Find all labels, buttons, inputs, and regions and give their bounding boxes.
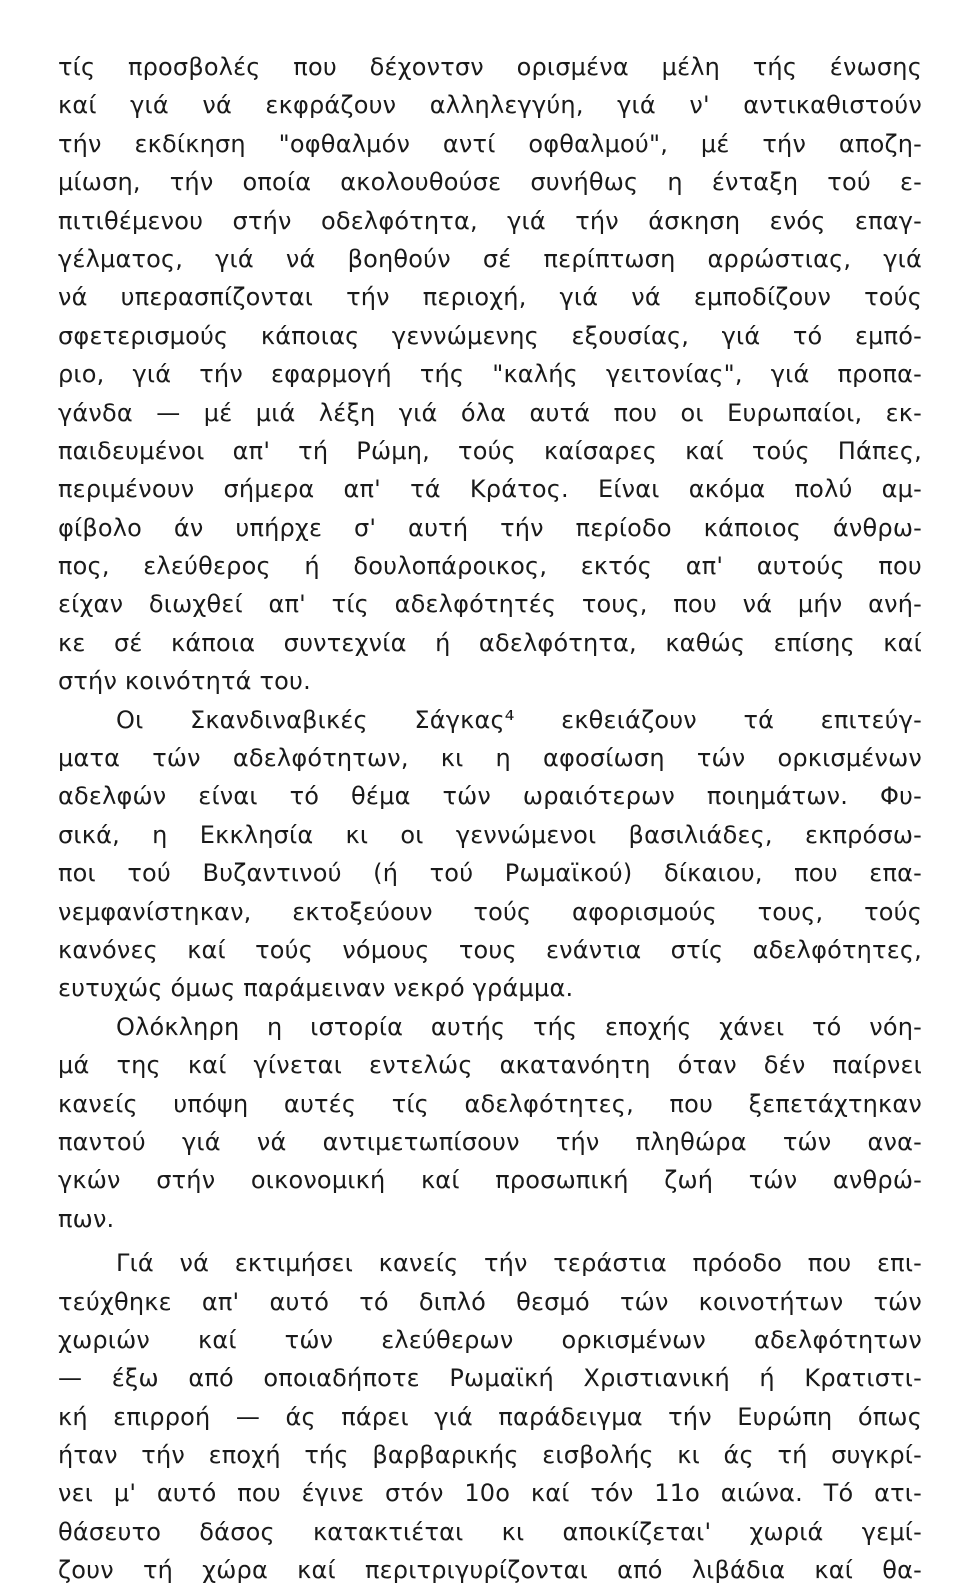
text-line: κανόνες καί τούς νόμους τους ενάντια στίς αδελφότητες,: [58, 935, 922, 964]
text-line: είχαν διωχθεί απ' τίς αδελφότητές τους, που νά μήν ανή-: [58, 590, 922, 619]
text-line: γκών στήν οικονομική καί προσωπική ζωή τών ανθρώ-: [58, 1166, 922, 1195]
text-line: Οι Σκανδιναβικές Σάγκας⁴ εκθειάζουν τά επιτεύγ-: [116, 705, 922, 734]
page-text: [58, 48, 922, 1590]
text-line: γάνδα — μέ μιά λέξη γιά όλα αυτά που οι Ευρωπαίοι, εκ-: [58, 398, 922, 427]
text-line: Γιά νά εκτιμήσει κανείς τήν τεράστια πρόοδο που επι-: [116, 1249, 922, 1278]
text-line: τεύχθηκε απ' αυτό τό διπλό θεσμό τών κοινοτήτων τών: [58, 1287, 922, 1316]
text-line: παντού γιά νά αντιμετωπίσουν τήν πληθώρα τών ανα-: [58, 1127, 922, 1156]
text-line: ποι τού Βυζαντινού (ή τού Ρωμαϊκού) δίκαιου, που επα-: [58, 859, 922, 888]
text-line: χωριών καί τών ελεύθερων ορκισμένων αδελφότητων: [58, 1325, 922, 1354]
text-line: νεμφανίστηκαν, εκτοξεύουν τούς αφορισμούς τους, τούς: [58, 897, 922, 926]
text-line: κε σέ κάποια συντεχνία ή αδελφότητα, καθώς επίσης καί: [58, 628, 922, 657]
paragraph-3: [58, 1008, 922, 1238]
paragraph-4: [58, 1244, 922, 1590]
text-line: κανείς υπόψη αυτές τίς αδελφότητες, που ξεπετάχτηκαν: [58, 1089, 922, 1118]
text-line: ματα τών αδελφότητων, κι η αφοσίωση τών ορκισμένων: [58, 744, 922, 773]
paragraph-2: [58, 701, 922, 1008]
text-line: μά της καί γίνεται εντελώς ακατανόητη όταν δέν παίρνει: [58, 1051, 922, 1080]
text-line: νά υπερασπίζονται τήν περιοχή, γιά νά εμποδίζουν τούς: [58, 283, 922, 312]
text-line: γέλματος, γιά νά βοηθούν σέ περίπτωση αρρώστιας, γιά: [58, 244, 922, 273]
text-line: ριο, γιά τήν εφαρμογή τής "καλής γειτονίας", γιά προπα-: [58, 360, 922, 389]
text-line: κή επιρροή — άς πάρει γιά παράδειγμα τήν Ευρώπη όπως: [58, 1402, 922, 1431]
text-line: νει μ' αυτό που έγινε στόν 10ο καί τόν 11ο αιώνα. Τό ατι-: [58, 1479, 922, 1508]
text-line: ευτυχώς όμως παράμειναν νεκρό γράμμα.: [58, 974, 574, 1003]
text-line: περιμένουν σήμερα απ' τά Κράτος. Είναι ακόμα πολύ αμ-: [58, 475, 922, 504]
text-line: ζουν τή χώρα καί περιτριγυρίζονται από λιβάδια καί θα-: [58, 1556, 922, 1585]
text-line: τήν εκδίκηση "οφθαλμόν αντί οφθαλμού", μέ τήν αποζη-: [58, 129, 922, 158]
text-line: παιδευμένοι απ' τή Ρώμη, τούς καίσαρες καί τούς Πάπες,: [58, 436, 922, 465]
text-line: πος, ελεύθερος ή δουλοπάροικος, εκτός απ' αυτούς που: [58, 552, 922, 581]
text-line: καί γιά νά εκφράζουν αλληλεγγύη, γιά ν' αντικαθιστούν: [58, 91, 922, 120]
text-line: σικά, η Εκκλησία κι οι γεννώμενοι βασιλιάδες, εκπρόσω-: [58, 820, 922, 849]
text-line: θάσευτο δάσος κατακτιέται κι αποικίζεται' χωριά γεμί-: [58, 1517, 922, 1546]
text-line: πων.: [58, 1204, 115, 1233]
text-line: στήν κοινότητά του.: [58, 667, 311, 696]
text-line: Ολόκληρη η ιστορία αυτής τής εποχής χάνει τό νόη-: [116, 1012, 922, 1041]
text-line: σφετερισμούς κάποιας γεννώμενης εξουσίας, γιά τό εμπό-: [58, 321, 922, 350]
text-line: πιτιθέμενου στήν οδελφότητα, γιά τήν άσκηση ενός επαγ-: [58, 206, 922, 235]
text-line: αδελφών είναι τό θέμα τών ωραιότερων ποιημάτων. Φυ-: [58, 782, 922, 811]
text-line: ήταν τήν εποχή τής βαρβαρικής εισβολής κι άς τή συγκρί-: [58, 1441, 922, 1470]
text-line: τίς προσβολές που δέχοντσν ορισμένα μέλη τής ένωσης: [58, 53, 922, 81]
text-line: φίβολο άν υπήρχε σ' αυτή τήν περίοδο κάποιος άνθρω-: [58, 513, 922, 542]
text-line: μίωση, τήν οποία ακολουθούσε συνήθως η ένταξη τού ε-: [58, 168, 922, 197]
paragraph-1: [58, 48, 922, 701]
text-line: — έξω από οποιαδήποτε Ρωμαϊκή Χριστιανική ή Κρατιστι-: [58, 1364, 922, 1393]
